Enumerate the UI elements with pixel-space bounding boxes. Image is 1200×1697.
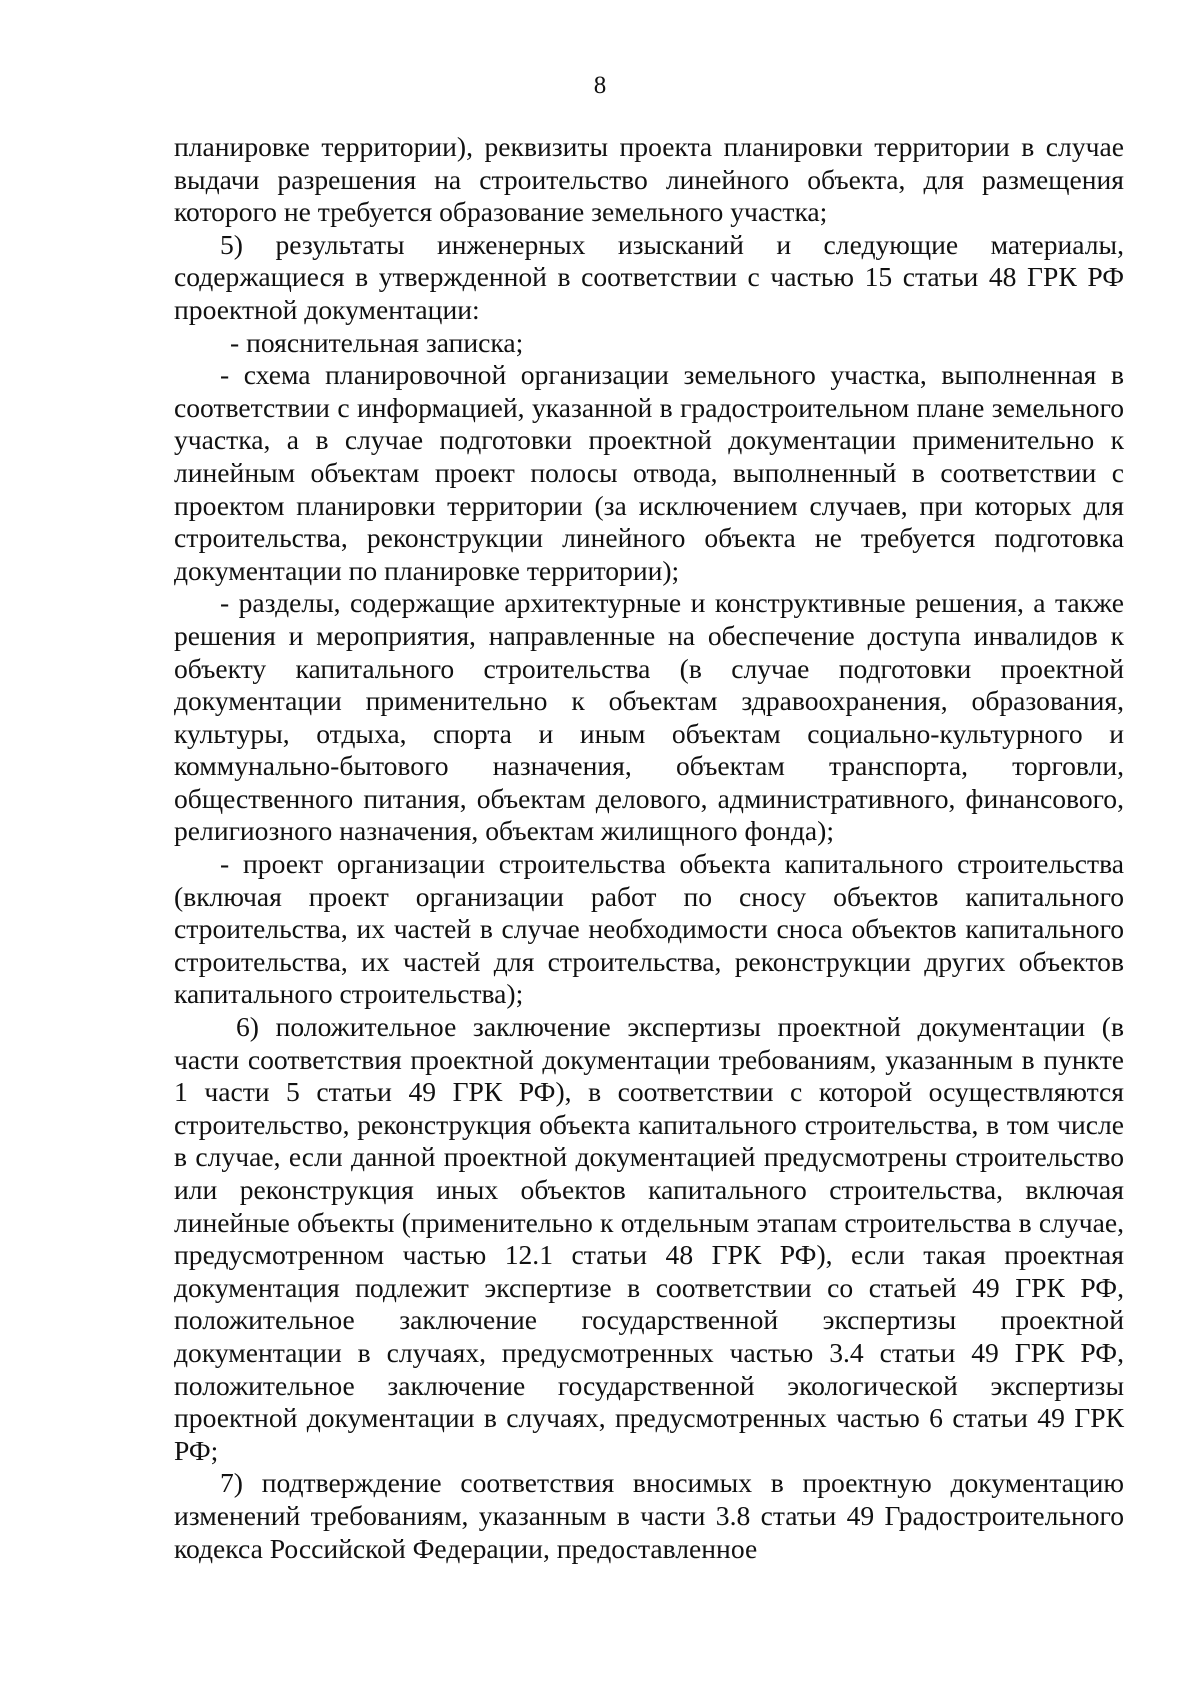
page-number: 8: [593, 72, 607, 99]
paragraph-subitem-construction-organization: - проект организации строительства объекта капитального строительства (включая проект организации работ по сносу объектов капитального строительства, их частей в случае необходимости сноса объектов капитального строительства, их частей для строительства, реконструкции других объектов капитального строительства);: [174, 848, 1124, 1010]
paragraph-continuation: планировке территории), реквизиты проекта планировки территории в случае выдачи разрешения на строительство линейного объекта, для размещения которого не требуется образование земельного участка;: [174, 131, 1124, 228]
paragraph-subitem-architectural-sections: - разделы, содержащие архитектурные и конструктивные решения, а также решения и мероприятия, направленные на обеспечение доступа инвалидов к объекту капитального строительства (в случае подготовки проектной документации применительно к объектам здравоохранения, образования, культуры, отдыха, спорта и иным объектам социально-культурного и коммунально-бытового назначения, объектам транспорта, торговли, общественного питания, объектам делового, административного, финансового, религиозного назначения, объектам жилищного фонда);: [174, 587, 1124, 847]
paragraph-item-6: 6) положительное заключение экспертизы проектной документации (в части соответствия проектной документации требованиям, указанным в пункте 1 части 5 статьи 49 ГРК РФ), в соответствии с которой осуществляются строительство, реконструкция объекта капитального строительства, в том числе в случае, если данной проектной документацией предусмотрены строительство или реконструкция иных объектов капитального строительства, включая линейные объекты (применительно к отдельным этапам строительства в случае, предусмотренном частью 12.1 статьи 48 ГРК РФ), если такая проектная документация подлежит экспертизе в соответствии со статьей 49 ГРК РФ, положительное заключение государственной экспертизы проектной документации в случаях, предусмотренных частью 3.4 статьи 49 ГРК РФ, положительное заключение государственной экологической экспертизы проектной документации в случаях, предусмотренных частью 6 статьи 49 ГРК РФ;: [174, 1011, 1124, 1466]
paragraph-subitem-site-plan: - схема планировочной организации земельного участка, выполненная в соответствии с информацией, указанной в градостроительном плане земельного участка, а в случае подготовки проектной документации применительно к линейным объектам проект полосы отвода, выполненный в соответствии с проектом планировки территории (за исключением случаев, при которых для строительства, реконструкции линейного объекта не требуется подготовка документации по планировке территории);: [174, 359, 1124, 586]
paragraph-item-7: 7) подтверждение соответствия вносимых в проектную документацию изменений требованиям, указанным в части 3.8 статьи 49 Градостроительного кодекса Российской Федерации, предоставленное: [174, 1467, 1124, 1564]
paragraph-subitem-explanatory-note: - пояснительная записка;: [230, 326, 524, 358]
paragraph-item-5: 5) результаты инженерных изысканий и следующие материалы, содержащиеся в утвержденной в соответствии с частью 15 статьи 48 ГРК РФ проектной документации:: [174, 228, 1124, 325]
document-body: [174, 131, 1124, 1565]
